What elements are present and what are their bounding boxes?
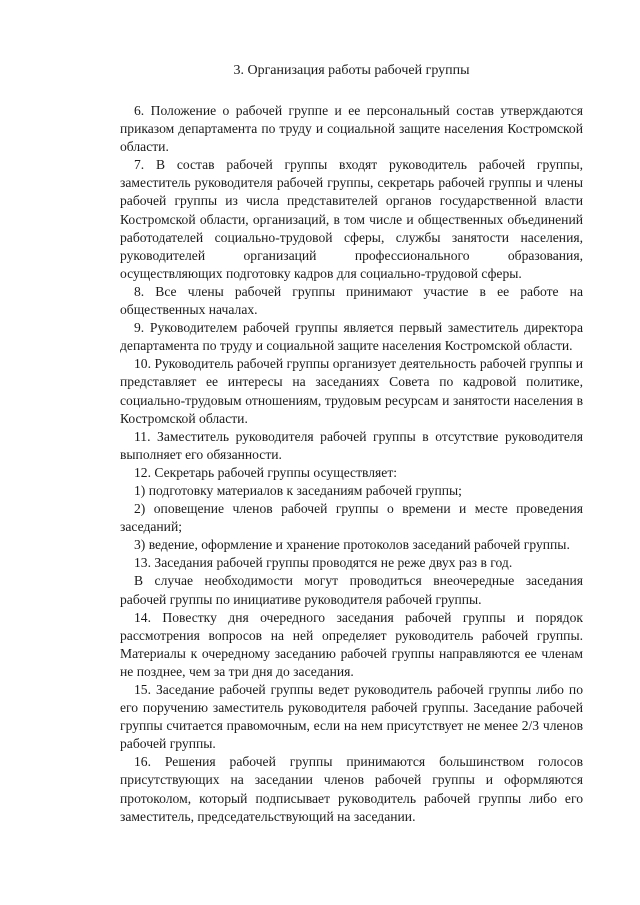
paragraph-14: 14. Повестку дня очередного заседания рабочей группы и порядок рассмотрения вопросов на ней определяет руководитель рабочей группы. Материалы к очередному заседанию рабочей группы направляются ее членам не позднее, чем за три дня до заседания. xyxy=(120,609,583,679)
paragraph-16: 16. Решения рабочей группы принимаются большинством голосов присутствующих на заседании членов рабочей группы и оформляются протоколом, который подписывает руководитель рабочей группы либо его заместитель, председательствующий на заседании. xyxy=(120,754,583,824)
paragraph-10: 10. Руководитель рабочей группы организует деятельность рабочей группы и представляет ее интересы на заседаниях Совета по кадровой политике, социально-трудовым отношениям, трудовым ресурсам и занятости населения в Костромской области. xyxy=(120,356,583,426)
paragraph-15: 15. Заседание рабочей группы ведет руководитель рабочей группы либо по его поручению заместитель руководителя рабочей группы. Заседание рабочей группы считается правомочным, если на нем присутствует не менее 2/3 членов рабочей группы. xyxy=(120,682,583,752)
paragraph-12-item-3: 3) ведение, оформление и хранение протоколов заседаний рабочей группы. xyxy=(134,537,570,553)
paragraph-12-item-1: 1) подготовку материалов к заседаниям рабочей группы; xyxy=(134,482,462,498)
paragraph-8: 8. Все члены рабочей группы принимают участие в ее работе на общественных началах. xyxy=(120,283,583,318)
paragraph-11: 11. Заместитель руководителя рабочей группы в отсутствие руководителя выполняет его обязанности. xyxy=(120,428,583,462)
document-page xyxy=(120,62,583,826)
paragraph-13-extra: В случае необходимости могут проводиться внеочередные заседания рабочей группы по инициативе руководителя рабочей группы. xyxy=(120,573,583,607)
section-heading: 3. Организация работы рабочей группы xyxy=(233,63,470,78)
paragraph-9: 9. Руководителем рабочей группы является первый заместитель директора департамента по труду и социальной защите населения Костромской области. xyxy=(120,320,583,354)
paragraph-12: 12. Секретарь рабочей группы осуществляет: xyxy=(134,464,398,480)
paragraph-13: 13. Заседания рабочей группы проводятся не реже двух раз в год. xyxy=(134,555,513,571)
paragraph-7: 7. В состав рабочей группы входят руководитель рабочей группы, заместитель руководителя рабочей группы, секретарь рабочей группы и члены рабочей группы из числа представителей органов государственной власти Костромской области, организаций, в том числе и общественных объединений работодателей социально-трудовой сферы, службы занятости населения, руководителей организаций профессионального образования, осуществляющих подготовку кадров для социально-трудовой сферы. xyxy=(120,157,583,281)
paragraph-6: 6. Положение о рабочей группе и ее персональный состав утверждаются приказом департамента по труду и социальной защите населения Костромской области. xyxy=(120,103,583,155)
paragraph-12-item-2: 2) оповещение членов рабочей группы о времени и месте проведения заседаний; xyxy=(120,501,583,535)
